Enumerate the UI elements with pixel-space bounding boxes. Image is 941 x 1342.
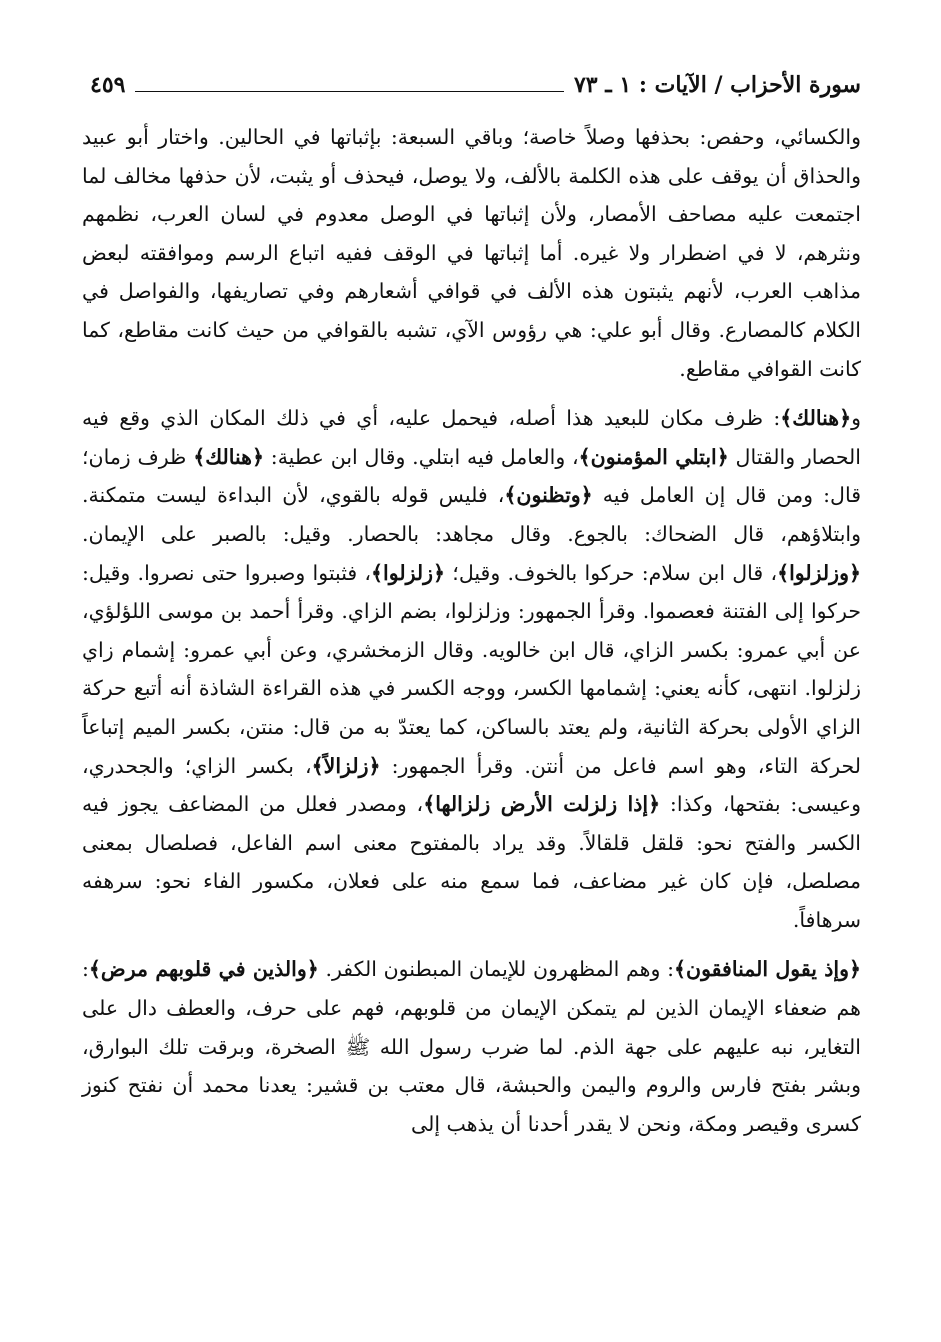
text-segment: : هم ضعفاء الإيمان الذين لم يتمكن الإيمان من قلوبهم، فهم على حرف، والعطف دال على التغاير، نبه عليهم على جهة الذم. لما ضرب رسول الله ﷺ الصخرة، وبرقت تلك البوارق، وبشر بفتح فارس والروم واليمن والحبشة، قال معتب بن قشير: يعدنا محمد أن نفتح كنوز كسرى وقيصر ومكة، ونحن لا يقدر أحدنا أن يذهب إلى <box>82 957 861 1136</box>
text-segment: ، قال ابن سلام: حركوا بالخوف. وقيل؛ <box>445 560 778 585</box>
text-segment: : ظرف مكان للبعيد هذا أصله، فيحمل عليه، أي في ذلك المكان الذي وقع فيه الحصار والقتال <box>82 406 861 469</box>
paragraph <box>82 950 861 1143</box>
quranic-quote: ﴿والذين في قلوبهم مرض﴾ <box>88 957 319 982</box>
paragraph <box>82 399 861 939</box>
running-title: سورة الأحزاب / الآيات : ١ ـ ٧٣ <box>573 72 861 98</box>
page-header <box>90 68 861 102</box>
quranic-quote: ﴿هنالك﴾ <box>780 406 852 431</box>
page-body <box>82 118 861 1143</box>
quranic-quote: ﴿وإذ يقول المنافقون﴾ <box>674 957 861 982</box>
text-segment: ظرف زمان؛ قال: ومن قال إن العامل فيه <box>82 444 861 508</box>
text-segment: ، بكسر الزاي؛ والجحدري، وعيسى: بفتحها، وكذا: <box>82 753 862 817</box>
quranic-quote: ﴿ابتلي المؤمنون﴾ <box>578 444 729 469</box>
text-segment: : وهم المظهرون للإيمان المبطنون الكفر. <box>318 957 674 982</box>
quranic-quote: ﴿وتظنون﴾ <box>504 483 593 508</box>
text-segment: و <box>851 406 861 431</box>
quranic-quote: ﴿هنالك﴾ <box>193 444 264 469</box>
text-segment: ، فثبتوا وصبروا حتى نصروا. وقيل: حركوا إلى الفتنة فعصموا. وقرأ الجمهور: وزلزلوا، بضم الزاي. وقرأ أحمد بن موسى اللؤلؤي، عن أبي عمرو: بكسر الزاي، قال ابن خالويه. وقال الزمخشري، وعن أبي عمرو: إشمام زاي زلزلوا. انتهى، كأنه يعني: إشمامها الكسر، ووجه الكسر في هذه القراءة الشاذة أنه أتبع حركة الزاي الأولى بحركة الثانية، ولم يعتد بالساكن، كما يعتدّ به من قال: منتن، بكسر الميم إتباعاً لحركة التاء، وهو اسم فاعل من أنتن. وقرأ الجمهور: <box>82 560 861 778</box>
header-rule <box>135 91 563 92</box>
page-number: ٤٥٩ <box>90 72 126 98</box>
text-segment: ، ومصدر فعلل من المضاعف يجوز فيه الكسر والفتح نحو: قلقل قلقالاً. وقد يراد بالمفتوح معنى اسم الفاعل، فصلصال بمعنى مصلصل، فإن كان غير مضاعف، فما سمع منه على فعلان، مكسور الفاء نحو: سرهفه سرهافاً. <box>82 792 861 932</box>
quranic-quote: ﴿زلزلوا﴾ <box>371 560 446 585</box>
text-segment: والكسائي، وحفص: بحذفها وصلاً خاصة؛ وباقي السبعة: بإثباتها في الحالين. واختار أبو عبيد والحذاق أن يوقف على هذه الكلمة بالألف، ولا يوصل، فيحذف أو يثبت، لأن حذفها مخالف لما اجتمعت عليه مصاحف الأمصار، ولأن إثباتها في الوصل معدوم في لسان العرب، نظمهم ونثرهم، لا في اضطرار ولا غيره. أما إثباتها في الوقف ففيه اتباع الرسم وموافقته لبعض مذاهب العرب، لأنهم يثبتون هذه الألف في قوافي أشعارهم وفي تصاريفها، والفواصل في الكلام كالمصارع. وقال أبو علي: هي رؤوس الآي، تشبه بالقوافي من حيث كانت مقاطع، كما كانت القوافي مقاطع. <box>82 125 861 381</box>
quranic-quote: ﴿وزلزلوا﴾ <box>777 560 861 585</box>
quranic-quote: ﴿زلزالاً﴾ <box>311 753 381 778</box>
text-segment: ، فليس قوله بالقوي، لأن البداءة ليست متمكنة. وابتلاؤهم، قال الضحاك: بالجوع. وقال مجاهد: بالحصار. وقيل: بالصبر على الإيمان. <box>82 483 861 546</box>
text-segment: ، والعامل فيه ابتلي. وقال ابن عطية: <box>263 444 579 469</box>
paragraph <box>82 118 861 388</box>
quranic-quote: ﴿إذا زلزلت الأرض زلزالها﴾ <box>423 792 661 817</box>
